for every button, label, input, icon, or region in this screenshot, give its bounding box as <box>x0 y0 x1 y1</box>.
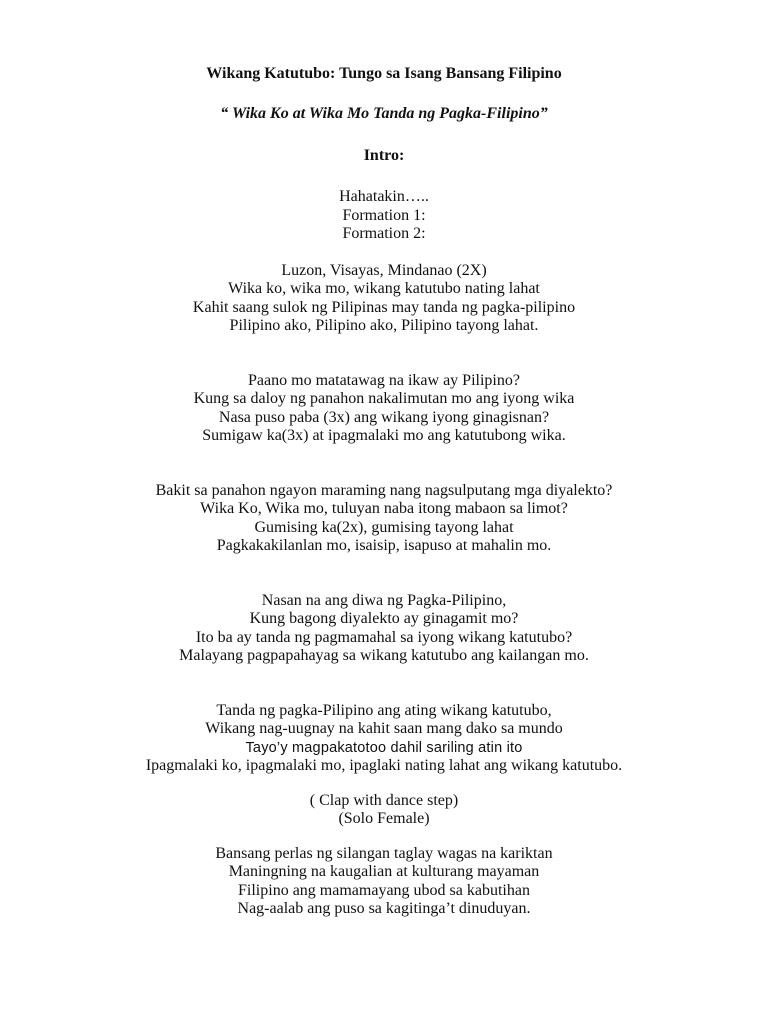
lyric-line: Kahit saang sulok ng Pilipinas may tanda ng pagka-pilipino <box>192 298 576 316</box>
stanza <box>0 592 768 666</box>
lyric-line: Pagkakakilanlan mo, isaisip, isapuso at mahalin mo. <box>216 537 552 554</box>
section-heading-intro: Intro: <box>363 147 405 164</box>
lyric-line: Kung sa daloy ng panahon nakalimutan mo ang iyong wika <box>193 390 575 407</box>
lyric-line: Formation 1: <box>342 206 426 224</box>
stanza <box>0 482 768 556</box>
lyric-line: Paano mo matatawag na ikaw ay Pilipino? <box>248 371 520 389</box>
lyric-line: Filipino ang mamamayang ubod sa kabutihan <box>238 881 530 899</box>
lyric-line: Ipagmalaki ko, ipagmalaki mo, ipaglaki nating lahat ang wikang katutubo. <box>145 757 623 774</box>
lyric-line: Malayang pagpapahayag sa wikang katutubo ang kailangan mo. <box>179 647 589 664</box>
lyric-line: Tanda ng pagka-Pilipino ang ating wikang katutubo, <box>216 701 552 719</box>
lyric-line: Nasan na ang diwa ng Pagka-Pilipino, <box>261 591 507 609</box>
document-subtitle: “ Wika Ko at Wika Mo Tanda ng Pagka-Filipino” <box>220 105 548 122</box>
lyric-line: (Solo Female) <box>338 810 430 827</box>
lyric-line: ( Clap with dance step) <box>309 791 459 809</box>
document-title: Wikang Katutubo: Tungo sa Isang Bansang Filipino <box>206 65 562 82</box>
lyric-line: Luzon, Visayas, Mindanao (2X) <box>281 261 487 279</box>
lyrics-body <box>0 188 768 919</box>
stanza <box>0 372 768 446</box>
lyric-line: Hahatakin….. <box>339 188 429 205</box>
lyric-line: Kung bagong diyalekto ay ginagamit mo? <box>249 610 519 627</box>
lyric-line: Nasa puso paba (3x) ang wikang iyong ginagisnan? <box>218 408 550 426</box>
lyric-line: Pilipino ako, Pilipino ako, Pilipino tayong lahat. <box>229 317 539 334</box>
lyric-line: Wika Ko, Wika mo, tuluyan naba itong mabaon sa limot? <box>200 500 568 517</box>
lyric-line: Bansang perlas ng silangan taglay wagas na kariktan <box>215 844 553 862</box>
lyric-line: Gumising ka(2x), gumising tayong lahat <box>254 518 514 536</box>
lyric-line: Sumigaw ka(3x) at ipagmalaki mo ang katutubong wika. <box>202 427 566 444</box>
lyric-line: Formation 2: <box>342 225 426 242</box>
lyric-line: Ito ba ay tanda ng pagmamahal sa iyong wikang katutubo? <box>195 628 573 646</box>
lyric-line: Bakit sa panahon ngayon maraming nang nagsulputang mga diyalekto? <box>155 481 613 499</box>
stanza <box>0 188 768 244</box>
lyric-line: Nag-aalab ang puso sa kagitinga’t dinuduyan. <box>237 900 531 917</box>
stanza <box>0 845 768 919</box>
lyric-line: Maningning na kaugalian at kulturang mayaman <box>228 863 540 880</box>
stanza <box>0 702 768 776</box>
stanza <box>0 262 768 336</box>
lyric-line: Tayo’y magpakatotoo dahil sariling atin ito <box>245 739 523 756</box>
lyric-line: Wikang nag-uugnay na kahit saan mang dako sa mundo <box>205 720 563 737</box>
lyric-line: Wika ko, wika mo, wikang katutubo nating lahat <box>228 280 540 297</box>
stanza <box>0 792 768 829</box>
